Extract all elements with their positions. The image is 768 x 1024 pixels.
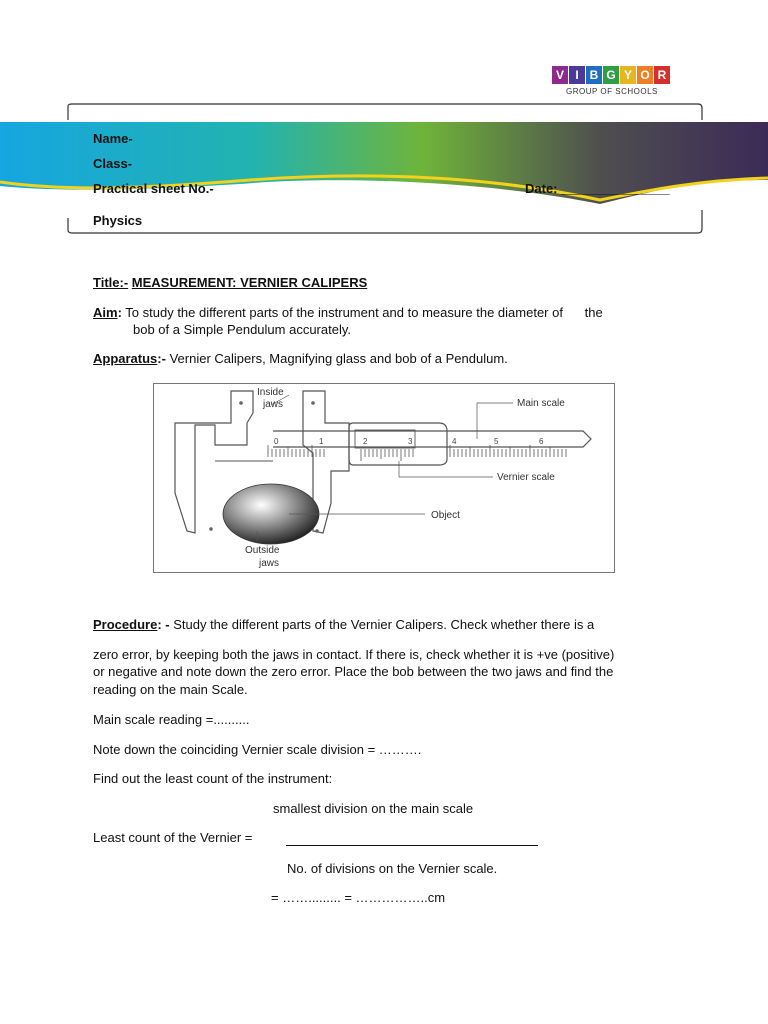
- header-box-top: [68, 104, 702, 120]
- aim-label: Aim: [93, 305, 118, 320]
- name-label: Name-: [93, 131, 133, 146]
- logo-letter-o: O: [637, 66, 653, 84]
- fraction-numerator: smallest division on the main scale: [273, 801, 474, 816]
- title-text: MEASUREMENT: VERNIER CALIPERS: [131, 275, 368, 290]
- least-count-intro: Find out the least count of the instrument:: [93, 771, 333, 786]
- page-title: [93, 274, 367, 291]
- title-prefix: Title:-: [93, 275, 129, 290]
- vibgyor-logo: [552, 66, 684, 100]
- screw-3: [209, 527, 213, 531]
- date-label: Date: _______________: [525, 181, 670, 196]
- subject-label: Physics: [93, 213, 143, 228]
- vernier-caliper-diagram: [153, 383, 615, 573]
- fraction-bar: [286, 845, 538, 846]
- procedure-line-3: reading on the main Scale.: [93, 682, 248, 697]
- label-outside: Outside: [245, 545, 280, 556]
- scale-number-5: 5: [494, 437, 499, 446]
- scale-number-6: 6: [539, 437, 544, 446]
- main-scale-reading: Main scale reading =..........: [93, 712, 250, 727]
- sheet-label: Practical sheet No.-: [93, 181, 214, 196]
- scale-number-1: 1: [319, 437, 324, 446]
- fraction-denominator: No. of divisions on the Vernier scale.: [287, 861, 498, 876]
- logo-letter-v: V: [552, 66, 568, 84]
- procedure-line-2: or negative and note down the zero error. Place the bob between the two jaws and find the: [93, 664, 614, 679]
- procedure-label: Procedure: [93, 617, 158, 632]
- procedure-line-1: zero error, by keeping both the jaws in contact. If there is, check whether it is +ve (positive): [93, 647, 615, 662]
- scale-number-2: 2: [363, 437, 368, 446]
- logo-letter-g: G: [603, 66, 619, 84]
- apparatus-text: Vernier Calipers, Magnifying glass and bob of a Pendulum.: [169, 351, 508, 366]
- logo-letter-r: R: [654, 66, 670, 84]
- apparatus-line: [93, 350, 508, 367]
- label-main-scale: Main scale: [517, 398, 565, 409]
- logo-subtitle: GROUP OF SCHOOLS: [566, 87, 658, 96]
- logo-letter-i: I: [569, 66, 585, 84]
- label-vernier-scale: Vernier scale: [497, 472, 555, 483]
- scale-number-3: 3: [408, 437, 413, 446]
- screw-4: [315, 529, 319, 533]
- procedure-colon: : -: [157, 617, 170, 632]
- least-count-label: Least count of the Vernier =: [93, 830, 253, 845]
- label-inside-jaws: jaws: [263, 399, 284, 410]
- apparatus-label: Apparatus: [93, 351, 158, 366]
- aim-text-1: To study the different parts of the instrument and to measure the diameter of the: [125, 305, 603, 320]
- logo-letter-b: B: [586, 66, 602, 84]
- scale-number-0: 0: [274, 437, 279, 446]
- label-outside-jaws: jaws: [259, 558, 280, 569]
- coinciding-division: Note down the coinciding Vernier scale division = ……….: [93, 742, 422, 757]
- screw-1: [239, 401, 243, 405]
- logo-letters: [552, 66, 684, 84]
- class-label: Class-: [93, 156, 133, 171]
- aim-line-2: bob of a Simple Pendulum accurately.: [133, 322, 351, 337]
- label-object: Object: [431, 510, 460, 521]
- scale-number-4: 4: [452, 437, 457, 446]
- apparatus-colon: :-: [157, 351, 166, 366]
- procedure-text-first: Study the different parts of the Vernier Calipers. Check whether there is a: [173, 617, 595, 632]
- label-inside: Inside: [257, 387, 284, 398]
- procedure-first-line: [93, 616, 594, 633]
- screw-2: [311, 401, 315, 405]
- logo-letter-y: Y: [620, 66, 636, 84]
- aim-line-1: [93, 304, 683, 321]
- least-count-result: = ……......... = ……………..cm: [271, 890, 446, 905]
- aim-colon: :: [117, 305, 122, 320]
